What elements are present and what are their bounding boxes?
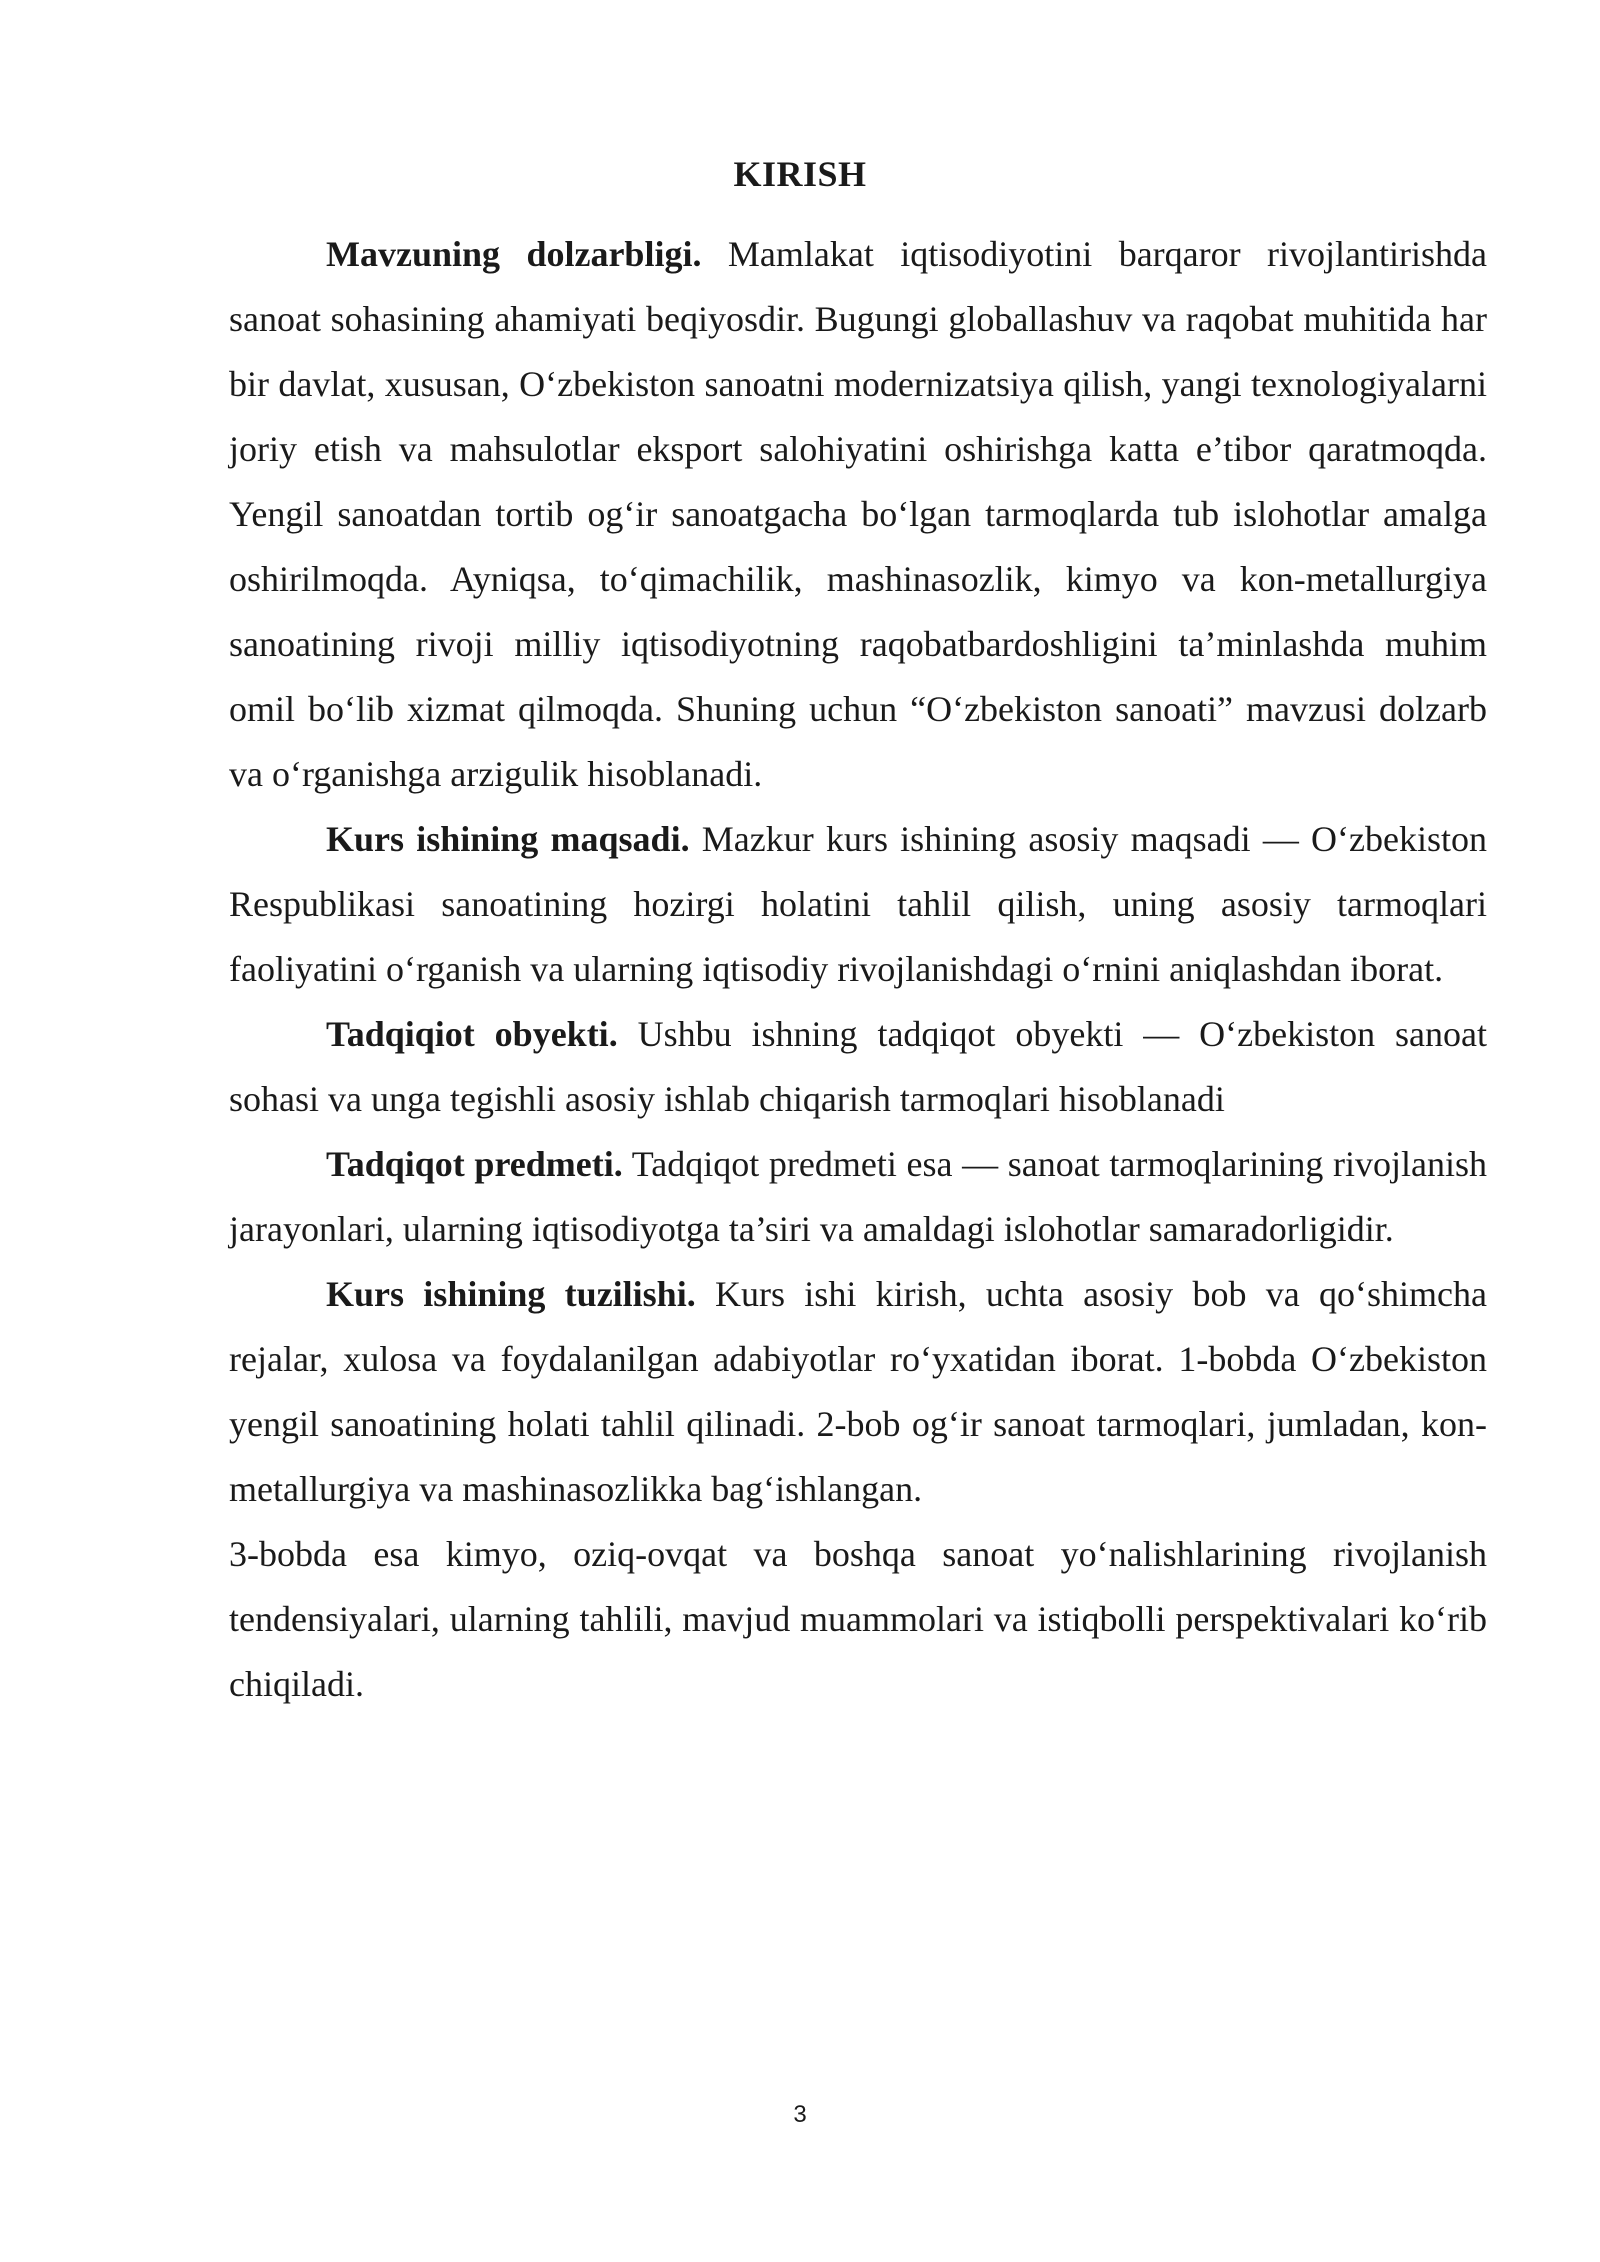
page-number: 3 (793, 2101, 807, 2128)
paragraph-text: Mamlakat iqtisodiyotini barqaror rivojlantirishda sanoat sohasining ahamiyati beqiyosdir. Bugungi globallashuv va raqobat muhitida har bir davlat, xususan, O‘zbekiston sanoatni modernizatsiya qilish, yangi texnologiyalarni joriy etish va mahsulotlar eksport salohiyatini oshirishga katta e’tibor qaratmoqda. Yengil sanoatdan tortib og‘ir sanoatgacha bo‘lgan tarmoqlarda tub islohotlar amalga oshirilmoqda. Ayniqsa, to‘qimachilik, mashinasozlik, kimyo va kon-metallurgiya sanoatining rivoji milliy iqtisodiyotning raqobatbardoshligini ta’minlashda muhim omil bo‘lib xizmat qilmoqda. Shuning uchun “O‘zbekiston sanoati” mavzusi dolzarb va o‘rganishga arzigulik hisoblanadi. (229, 234, 1487, 794)
paragraph-structure (229, 1262, 1487, 1522)
paragraph-text: Mazkur kurs ishining asosiy maqsadi — O‘zbekiston Respublikasi sanoatining hozirgi holatini tahlil qilish, uning asosiy tarmoqlari faoliyatini o‘rganish va ularning iqtisodiy rivojlanishdagi o‘rnini aniqlashdan iborat. (229, 819, 1487, 989)
paragraph-text: Kurs ishi kirish, uchta asosiy bob va qo‘shimcha rejalar, xulosa va foydalanilgan adabiyotlar ro‘yxatidan iborat. 1-bobda O‘zbekiston yengil sanoatining holati tahlil qilinadi. 2-bob og‘ir sanoat tarmoqlari, jumladan, kon-metallurgiya va mashinasozlikka bag‘ishlangan. (229, 1274, 1487, 1509)
paragraph-relevance (229, 222, 1487, 807)
paragraph-goal (229, 807, 1487, 1002)
paragraph-text: Tadqiqot predmeti esa — sanoat tarmoqlarining rivojlanish jarayonlari, ularning iqtisodiyotga ta’siri va amaldagi islohotlar samaradorligidir. (229, 1144, 1487, 1249)
paragraph-heading: Tadqiqot predmeti. (326, 1144, 623, 1184)
paragraph-heading: Tadqiqiot obyekti. (326, 1014, 618, 1054)
paragraph-chapter-3 (229, 1522, 1487, 1717)
document-body (229, 222, 1487, 1717)
paragraph-object (229, 1002, 1487, 1132)
paragraph-text: 3-bobda esa kimyo, oziq-ovqat va boshqa sanoat yo‘nalishlarining rivojlanish tendensiyalari, ularning tahlili, mavjud muammolari va istiqbolli perspektivalari ko‘rib chiqiladi. (229, 1534, 1487, 1704)
paragraph-heading: Kurs ishining maqsadi. (326, 819, 690, 859)
paragraph-text: Ushbu ishning tadqiqot obyekti — O‘zbekiston sanoat sohasi va unga tegishli asosiy ishlab chiqarish tarmoqlari hisoblanadi (229, 1014, 1487, 1119)
paragraph-subject (229, 1132, 1487, 1262)
paragraph-heading: Mavzuning dolzarbligi. (326, 234, 702, 274)
page-title: KIRISH (733, 154, 867, 194)
paragraph-heading: Kurs ishining tuzilishi. (326, 1274, 696, 1314)
